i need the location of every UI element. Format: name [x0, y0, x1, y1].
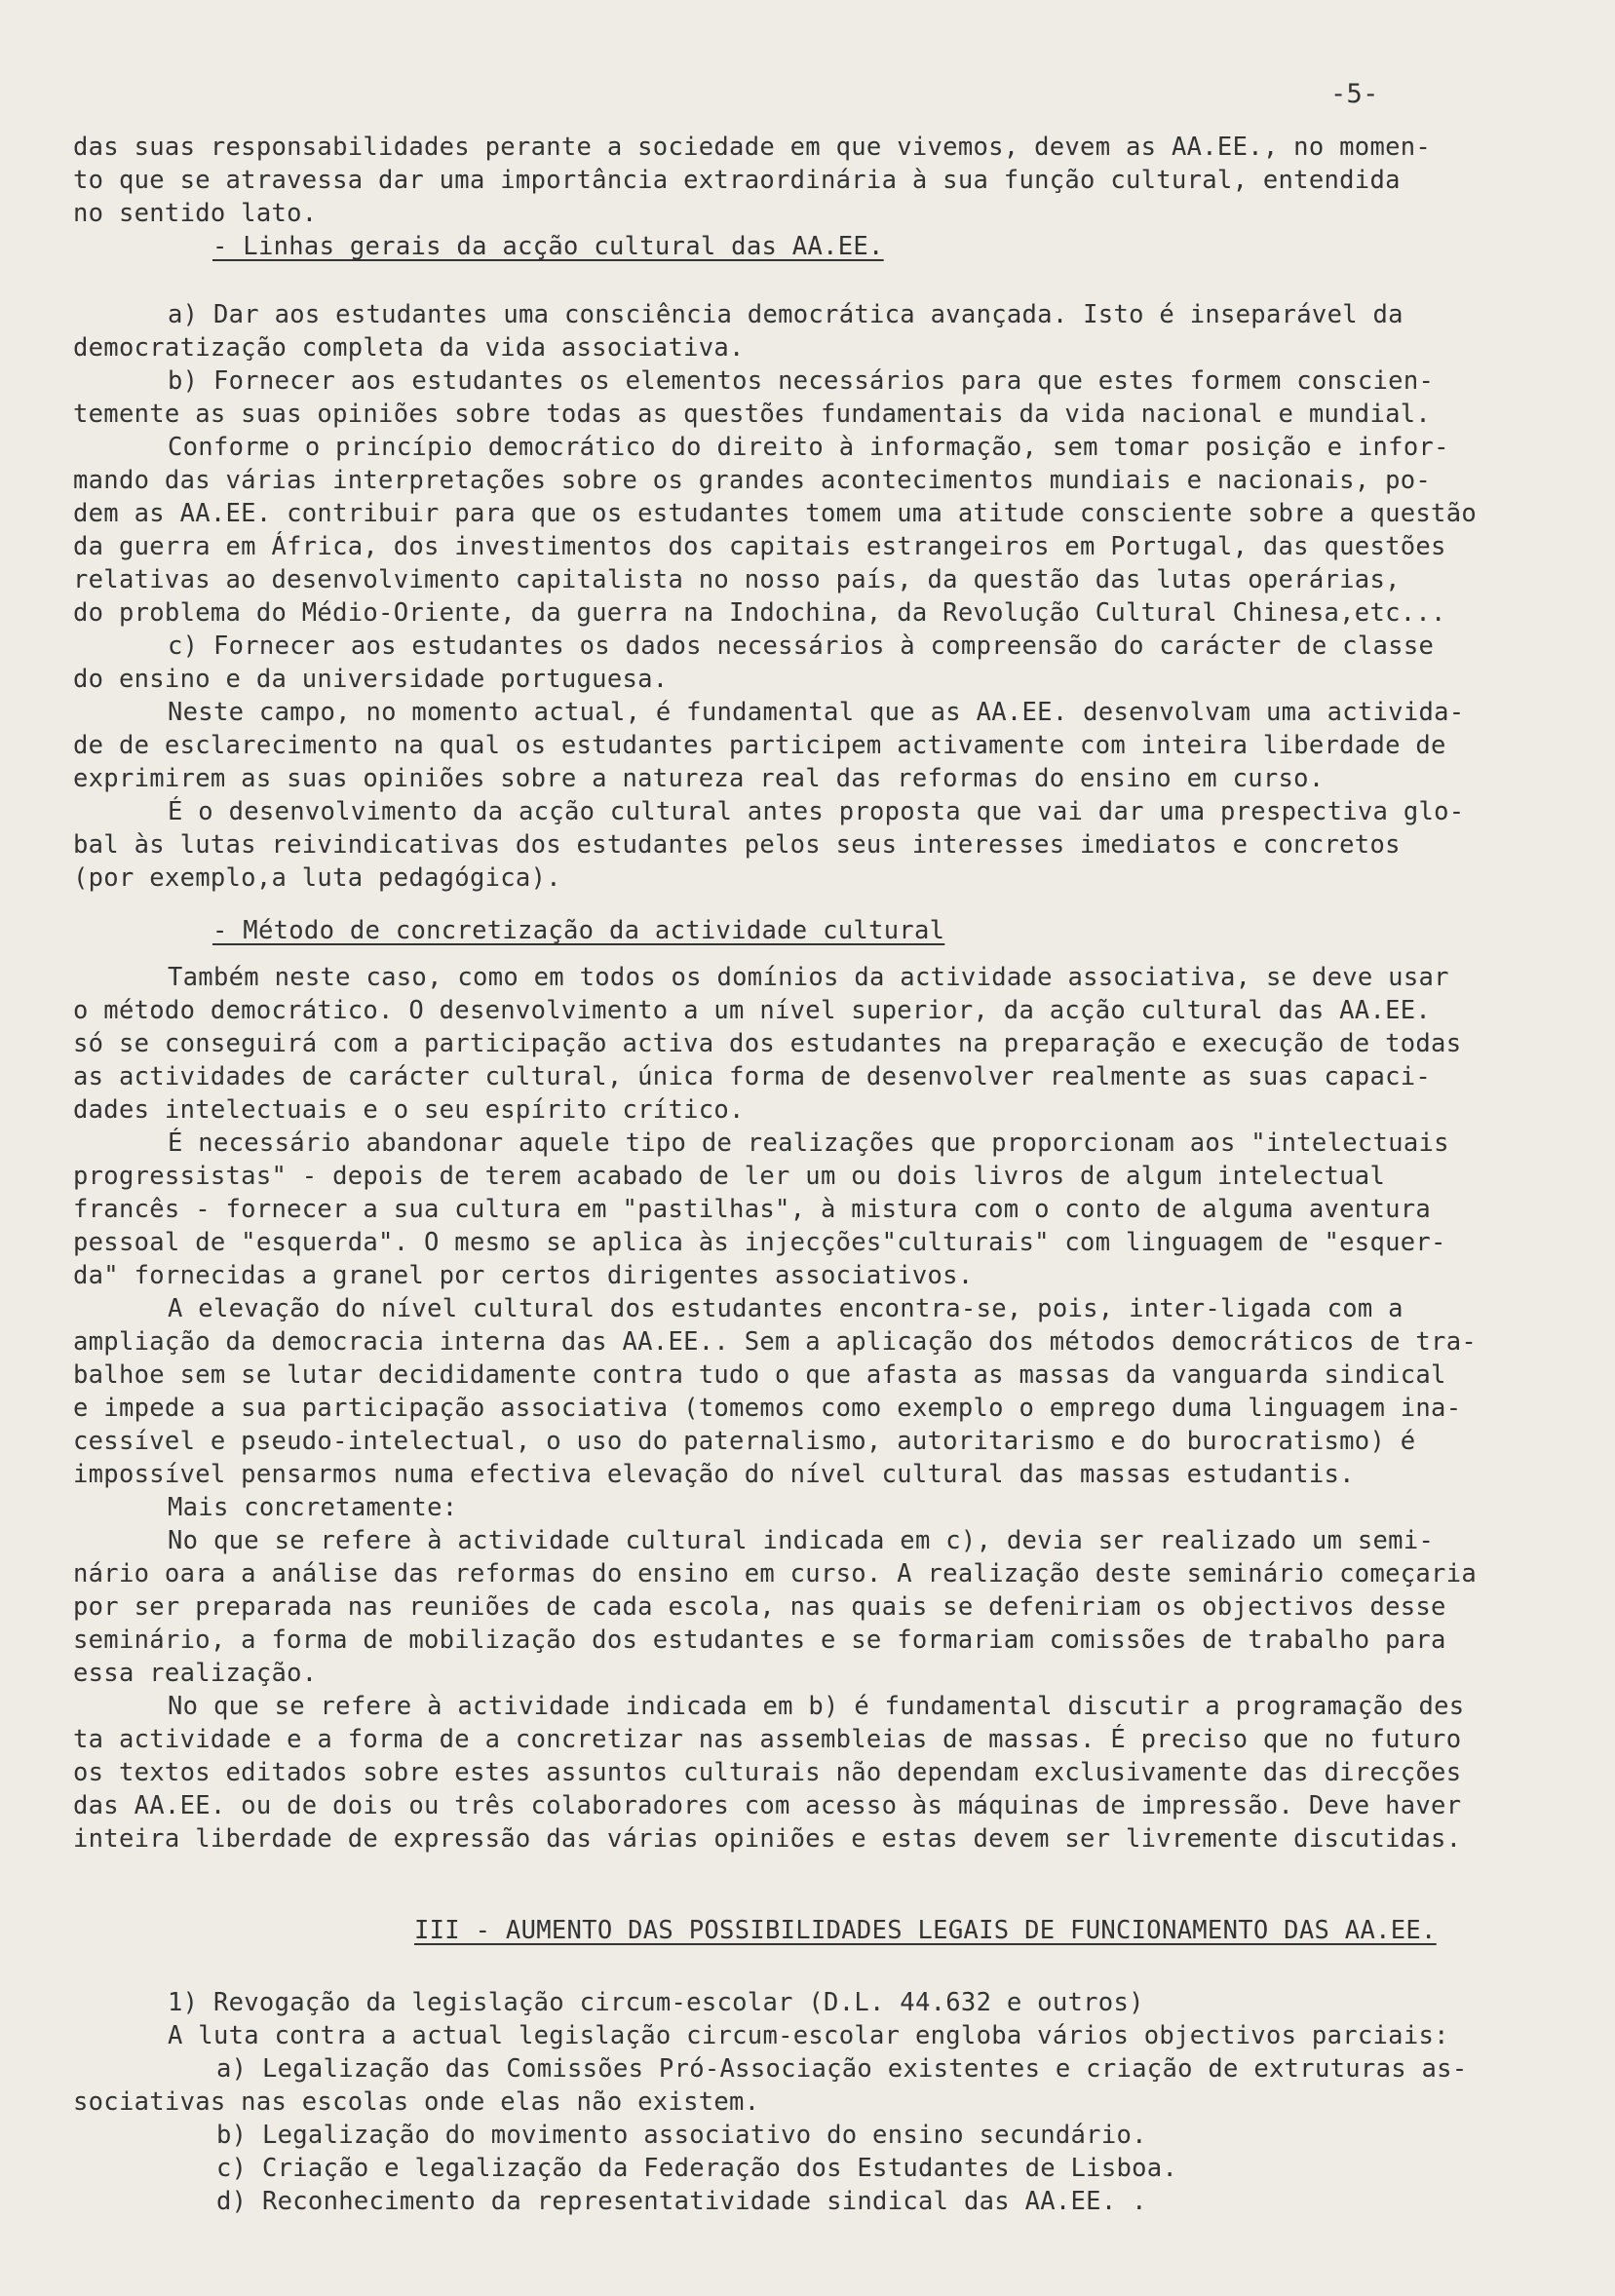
text-line: A elevação do nível cultural dos estudantes encontra-se, pois, inter-ligada com a: [168, 1294, 1404, 1323]
text-line: ampliação da democracia interna das AA.EE.. Sem a aplicação dos métodos democráticos de tra-: [73, 1327, 1478, 1357]
text-line: b) Legalização do movimento associativo do ensino secundário.: [216, 2121, 1147, 2150]
text-line: francês - fornecer a sua cultura em "pastilhas", à mistura com o conto de alguma aventura: [73, 1195, 1432, 1224]
text-line: d) Reconhecimento da representatividade sindical das AA.EE. .: [216, 2187, 1147, 2216]
text-line: de de esclarecimento na qual os estudantes participem activamente com inteira liberdade de: [73, 731, 1446, 760]
text-line: A luta contra a actual legislação circum-escolar engloba vários objectivos parciais:: [168, 2021, 1449, 2050]
text-line: impossível pensarmos numa efectiva elevação do nível cultural das massas estudantis.: [73, 1460, 1355, 1489]
text-line: nário oara a análise das reformas do ensino em curso. A realização deste seminário começaria: [73, 1559, 1478, 1588]
text-line: to que se atravessa dar uma importância extraordinária à sua função cultural, entendida: [73, 166, 1401, 195]
text-line: das AA.EE. ou de dois ou três colaboradores com acesso às máquinas de impressão. Deve haver: [73, 1791, 1462, 1820]
section-heading: - Método de concretização da actividade cultural: [212, 916, 945, 945]
text-line: do problema do Médio-Oriente, da guerra na Indochina, da Revolução Cultural Chinesa,etc...: [73, 598, 1446, 628]
text-line: pessoal de "esquerda". O mesmo se aplica às injecções"culturais" com linguagem de "esquer-: [73, 1228, 1446, 1257]
text-line: seminário, a forma de mobilização dos estudantes e se formariam comissões de trabalho para: [73, 1626, 1446, 1655]
text-line: Conforme o princípio democrático do direito à informação, sem tomar posição e infor-: [168, 433, 1449, 462]
text-line: (por exemplo,a luta pedagógica).: [73, 863, 561, 893]
text-line: por ser preparada nas reuniões de cada escola, nas quais se defeniriam os objectivos desse: [73, 1592, 1446, 1622]
text-line: o método democrático. O desenvolvimento a um nível superior, da acção cultural das AA.EE.: [73, 996, 1432, 1025]
text-line: dades intelectuais e o seu espírito crítico.: [73, 1095, 745, 1125]
text-line: relativas ao desenvolvimento capitalista no nosso país, da questão das lutas operárias,: [73, 565, 1401, 594]
text-line: a) Dar aos estudantes uma consciência democrática avançada. Isto é inseparável da: [168, 300, 1404, 329]
text-line: mando das várias interpretações sobre os grandes acontecimentos mundiais e nacionais, po-: [73, 466, 1432, 495]
text-line: Também neste caso, como em todos os domínios da actividade associativa, se deve usar: [168, 963, 1449, 992]
text-line: No que se refere à actividade cultural indicada em c), devia ser realizado um semi-: [168, 1526, 1435, 1555]
text-line: dem as AA.EE. contribuir para que os estudantes tomem uma atitude consciente sobre a questão: [73, 499, 1478, 528]
text-line: sociativas nas escolas onde elas não existem.: [73, 2087, 760, 2117]
text-line: os textos editados sobre estes assuntos culturais não dependam exclusivamente das direcções: [73, 1758, 1462, 1787]
text-line: inteira liberdade de expressão das várias opiniões e estas devem ser livremente discutidas.: [73, 1824, 1462, 1854]
text-line: do ensino e da universidade portuguesa.: [73, 665, 669, 694]
text-line: c) Fornecer aos estudantes os dados necessários à compreensão do carácter de classe: [168, 631, 1435, 661]
text-line: balhoe sem se lutar decididamente contra tudo o que afasta as massas da vanguarda sindical: [73, 1360, 1446, 1390]
text-line: É o desenvolvimento da acção cultural antes proposta que vai dar uma prespectiva glo-: [168, 797, 1465, 826]
text-line: só se conseguirá com a participação activa dos estudantes na preparação e execução de todas: [73, 1029, 1462, 1058]
text-line: 1) Revogação da legislação circum-escolar (D.L. 44.632 e outros): [168, 1988, 1144, 2017]
page-number: -5-: [1330, 79, 1379, 109]
text-line: da guerra em África, dos investimentos dos capitais estrangeiros em Portugal, das questões: [73, 532, 1446, 561]
text-line: essa realização.: [73, 1659, 318, 1688]
text-line: b) Fornecer aos estudantes os elementos necessários para que estes formem conscien-: [168, 366, 1435, 396]
text-line: no sentido lato.: [73, 199, 318, 228]
text-line: das suas responsabilidades perante a sociedade em que vivemos, devem as AA.EE., no momen-: [73, 133, 1432, 162]
text-line: da" fornecidas a granel por certos dirigentes associativos.: [73, 1261, 974, 1290]
text-line: e impede a sua participação associativa (tomemos como exemplo o emprego duma linguagem ina-: [73, 1394, 1462, 1423]
text-line: cessível e pseudo-intelectual, o uso do paternalismo, autoritarismo e do burocratismo) é: [73, 1427, 1416, 1456]
text-line: No que se refere à actividade indicada em b) é fundamental discutir a programação des: [168, 1692, 1465, 1721]
text-line: exprimirem as suas opiniões sobre a natureza real das reformas do ensino em curso.: [73, 764, 1325, 793]
text-line: a) Legalização das Comissões Pró-Associação existentes e criação de extruturas as-: [216, 2054, 1468, 2084]
text-line: c) Criação e legalização da Federação dos Estudantes de Lisboa.: [216, 2154, 1178, 2183]
text-line: ta actividade e a forma de a concretizar nas assembleias de massas. É preciso que no futuro: [73, 1725, 1462, 1754]
section-heading: III - AUMENTO DAS POSSIBILIDADES LEGAIS DE FUNCIONAMENTO DAS AA.EE.: [414, 1916, 1437, 1945]
text-line: É necessário abandonar aquele tipo de realizações que proporcionam aos "intelectuais: [168, 1129, 1449, 1158]
text-line: Neste campo, no momento actual, é fundamental que as AA.EE. desenvolvam uma activida-: [168, 698, 1465, 727]
text-line: democratização completa da vida associativa.: [73, 333, 745, 363]
text-line: bal às lutas reivindicativas dos estudantes pelos seus interesses imediatos e concretos: [73, 830, 1401, 860]
text-line: as actividades de carácter cultural, única forma de desenvolver realmente as suas capaci-: [73, 1062, 1432, 1091]
text-line: progressistas" - depois de terem acabado de ler um ou dois livros de algum intelectual: [73, 1162, 1386, 1191]
text-line: Mais concretamente:: [168, 1493, 458, 1522]
section-heading: - Linhas gerais da acção cultural das AA.EE.: [212, 232, 884, 261]
text-line: temente as suas opiniões sobre todas as questões fundamentais da vida nacional e mundial.: [73, 400, 1432, 429]
